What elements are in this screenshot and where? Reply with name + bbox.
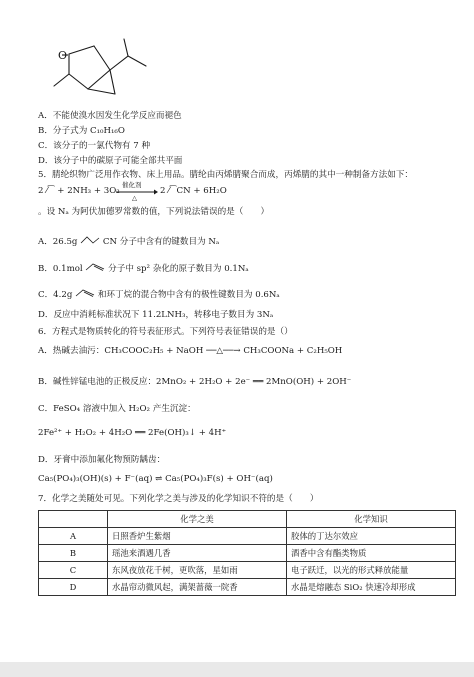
q6-option-a: A．热碱去油污：CH₃COOC₂H₅ + NaOH ──△──→ CH₃COONa + C₂H₅OH — [38, 346, 343, 356]
q6-stem: 6．方程式是物质转化的符号表征形式。下列符号表征错误的是（） — [38, 327, 293, 337]
q4-option-a: A．不能使溴水因发生化学反应而褪色 — [38, 111, 182, 121]
propene-skeleton-icon — [75, 288, 95, 298]
q7-table — [38, 510, 456, 596]
table-header-cell: 化学之美 — [108, 511, 287, 528]
table-cell: 水晶是熔融态 SiO₂ 快速冷却形成 — [287, 579, 456, 596]
q6-option-d: D．牙膏中添加氟化物预防龋齿： — [38, 455, 166, 465]
table-cell: 电子跃迁，以光的形式释放能量 — [287, 562, 456, 579]
q5-equation-right: 2 ⁄⁀CN + 6H₂O — [160, 186, 227, 196]
table-row — [39, 579, 456, 596]
q4-option-c: C．该分子的一氯代物有 7 种 — [38, 141, 151, 151]
q6-option-c: C．FeSO₄ 溶液中加入 H₂O₂ 产生沉淀： — [38, 404, 196, 414]
q4-option-b: B．分子式为 C₁₀H₁₆O — [38, 126, 125, 136]
table-row — [39, 528, 456, 545]
q6-option-d-equation: Ca₅(PO₄)₃(OH)(s) + F⁻(aq) ⇌ Ca₅(PO₄)₃F(s) + OH⁻(aq) — [38, 474, 273, 484]
reaction-arrow-icon — [116, 189, 158, 195]
table-header-row — [39, 511, 456, 528]
q5-equation-catalyst: 催化剂 — [122, 181, 142, 189]
table-cell: 酒香中含有酯类物质 — [287, 545, 456, 562]
table-cell: 水晶帘动微风起，满架蔷薇一院香 — [108, 579, 287, 596]
table-cell: 瑶池来酒遇几香 — [108, 545, 287, 562]
q4-option-d: D．该分子中的碳原子可能全部共平面 — [38, 156, 183, 166]
page-bottom-margin — [0, 662, 474, 677]
table-cell: D — [39, 579, 108, 596]
q5-option-d: D．反应中消耗标准状况下 11.2LNH₃，转移电子数目为 3Nₐ — [38, 310, 274, 320]
table-cell: A — [39, 528, 108, 545]
q5-stem: 5．腈纶织物广泛用作衣物、床上用品。腈纶由丙烯腈聚合而成，丙烯腈的其中一种制备方法如下： — [38, 170, 414, 180]
table-cell: B — [39, 545, 108, 562]
q5-equation-left: 2 ⁄⁀ + 2NH₃ + 3O₂ — [38, 186, 120, 196]
q7-stem: 7．化学之美随处可见。下列化学之美与涉及的化学知识不符的是（ ） — [38, 494, 319, 504]
acrylonitrile-skeleton-icon — [80, 235, 100, 245]
q5-option-a: A．26.5g CN 分子中含有的键数目为 Nₐ — [38, 237, 220, 247]
table-row — [39, 545, 456, 562]
table-cell: C — [39, 562, 108, 579]
q5-question: 。设 Nₐ 为阿伏加德罗常数的值，下列说法错误的是（ ） — [38, 207, 270, 217]
table-cell: 日照香炉生紫烟 — [108, 528, 287, 545]
table-cell: 东风夜放花千树，更吹落，星如雨 — [108, 562, 287, 579]
q5-option-c: C．4.2g 和环丁烷的混合物中含有的极性键数目为 0.6Nₐ — [38, 290, 280, 300]
propene-skeleton-icon — [85, 262, 105, 272]
q6-option-c-equation: 2Fe²⁺ + H₂O₂ + 4H₂O ══ 2Fe(OH)₃↓ + 4H⁺ — [38, 428, 227, 438]
oxygen-atom-label: O — [58, 49, 68, 62]
molecule-structure-figure — [40, 34, 170, 110]
q6-option-b: B．碱性锌锰电池的正极反应：2MnO₂ + 2H₂O + 2e⁻ ══ 2MnO(OH) + 2OH⁻ — [38, 377, 352, 387]
q5-option-b: B．0.1mol 分子中 sp² 杂化的原子数目为 0.1Nₐ — [38, 264, 249, 274]
table-header-cell: 化学知识 — [287, 511, 456, 528]
q5-equation-heat: △ — [132, 194, 137, 202]
table-row — [39, 562, 456, 579]
table-header-cell — [39, 511, 108, 528]
table-cell: 胶体的丁达尔效应 — [287, 528, 456, 545]
